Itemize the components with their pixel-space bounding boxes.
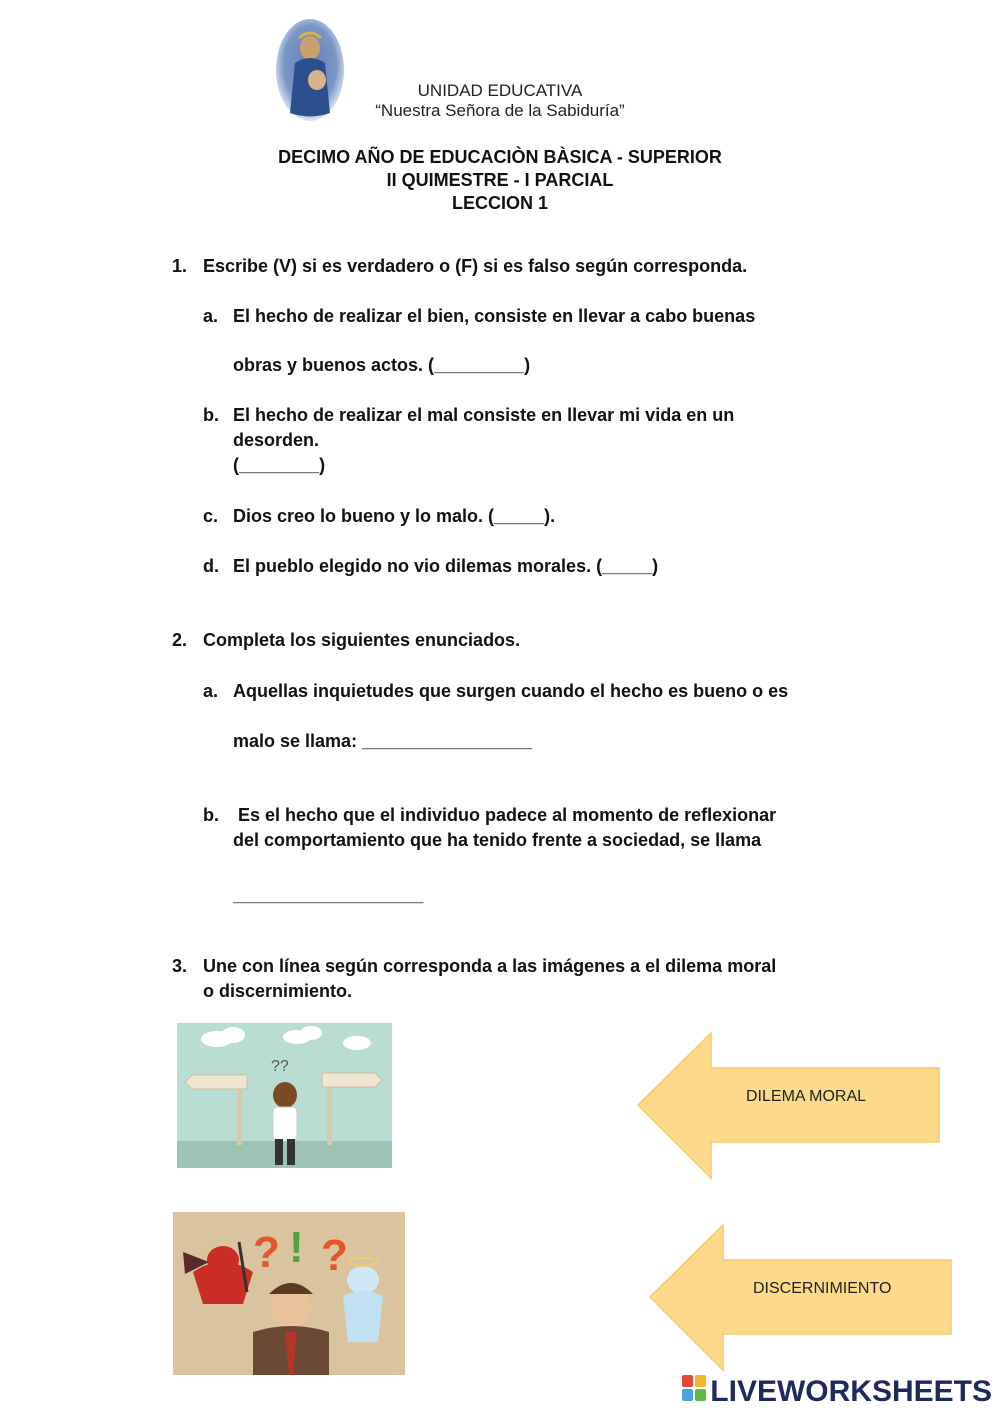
svg-text:??: ?? — [271, 1058, 289, 1075]
term-title: II QUIMESTRE - I PARCIAL — [386, 170, 614, 190]
question-3-number: 3. — [172, 956, 188, 976]
school-name: UNIDAD EDUCATIVA — [417, 81, 583, 100]
question-2-number: 2. — [172, 630, 188, 650]
svg-text:?: ? — [253, 1228, 280, 1277]
q2-a-line1: Aquellas inquietudes que surgen cuando el hecho es bueno o es — [233, 681, 789, 701]
q1-b-line1: El hecho de realizar el mal consiste en llevar mi vida en un — [233, 405, 735, 425]
q1-a-line2[interactable]: obras y buenos actos. (_________) — [233, 355, 531, 375]
q2-b-line1: Es el hecho que el individuo padece al momento de reflexionar — [233, 805, 777, 825]
crossroads-image[interactable] — [177, 1023, 392, 1168]
q1-b-letter: b. — [203, 405, 219, 425]
question-2-text: Completa los siguientes enunciados. — [203, 630, 521, 650]
svg-text:?: ? — [321, 1231, 348, 1280]
question-3-line1: Une con línea según corresponda a las imágenes a el dilema moral — [203, 956, 777, 976]
q2-a-letter: a. — [203, 681, 219, 701]
devil-angel-image[interactable] — [173, 1212, 405, 1375]
question-1-number: 1. — [172, 256, 188, 276]
q1-d-letter: d. — [203, 556, 219, 576]
dilema-moral-arrow[interactable] — [636, 1031, 942, 1181]
liveworksheets-logo-icon — [682, 1375, 706, 1409]
q1-b-answer-blank[interactable]: (________) — [233, 455, 326, 475]
discernimiento-label: DISCERNIMIENTO — [753, 1280, 892, 1297]
q2-b-answer-blank[interactable]: ___________________ — [233, 885, 424, 905]
q2-a-line2[interactable]: malo se llama: _________________ — [233, 731, 533, 751]
q1-a-letter: a. — [203, 306, 219, 326]
question-3-line2: o discernimiento. — [203, 981, 353, 1001]
liveworksheets-brand — [682, 1375, 992, 1409]
question-1-text: Escribe (V) si es verdadero o (F) si es falso según corresponda. — [203, 256, 748, 276]
brand-text: LIVEWORKSHEETS — [710, 1375, 992, 1408]
lesson-title: LECCION 1 — [451, 193, 548, 213]
q1-c-text[interactable]: Dios creo lo bueno y lo malo. (_____). — [233, 506, 556, 526]
svg-text:!: ! — [289, 1223, 304, 1272]
grade-title: DECIMO AÑO DE EDUCACIÒN BÀSICA - SUPERIOR — [278, 147, 722, 167]
q1-c-letter: c. — [203, 506, 219, 526]
discernimiento-arrow[interactable] — [648, 1223, 954, 1373]
q2-b-letter: b. — [203, 805, 219, 825]
q1-d-text[interactable]: El pueblo elegido no vio dilemas morales. (_____) — [233, 556, 659, 576]
q1-b-line2: desorden. — [233, 430, 320, 450]
q2-b-line2: del comportamiento que ha tenido frente a sociedad, se llama — [233, 830, 762, 850]
dilema-moral-label: DILEMA MORAL — [746, 1088, 867, 1105]
q1-a-line1: El hecho de realizar el bien, consiste en llevar a cabo buenas — [233, 306, 756, 326]
school-motto: “Nuestra Señora de la Sabiduría” — [375, 101, 625, 120]
